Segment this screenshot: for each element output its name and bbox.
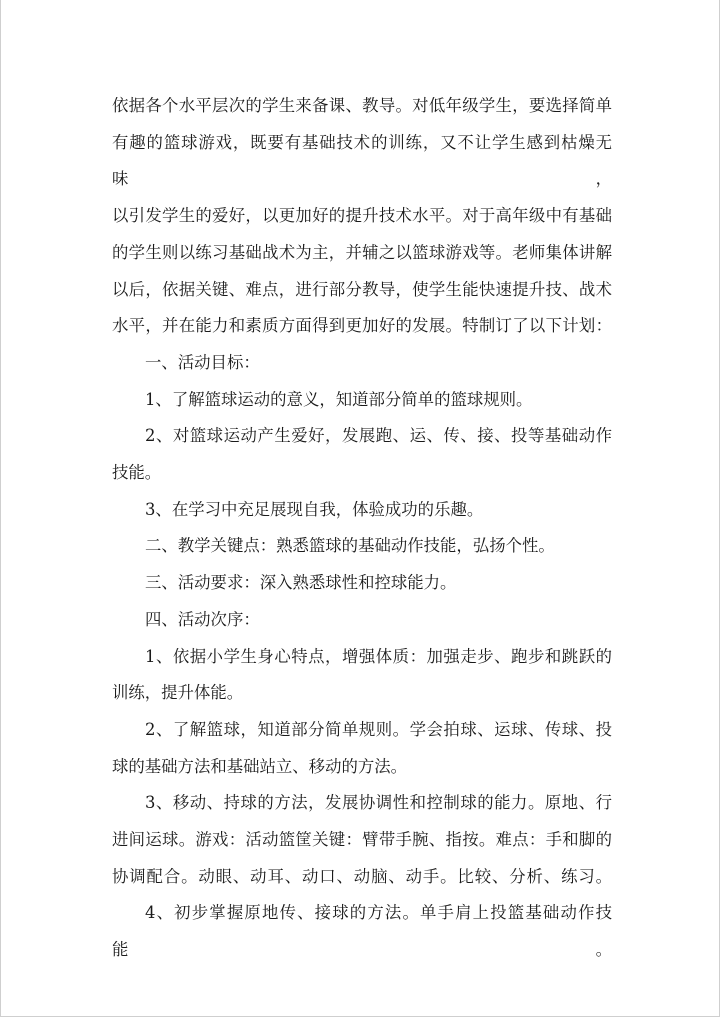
list-item: 2、了解篮球，知道部分简单规则。学会拍球、运球、传球、投 <box>145 719 612 739</box>
list-item-continuation: 训练，提升体能。 <box>112 683 244 703</box>
list-item: 4、初步掌握原地传、接球的方法。单手肩上投篮基础动作技能。 <box>112 903 612 960</box>
list-item: 3、移动、持球的方法，发展协调性和控制球的能力。原地、行 <box>145 793 612 813</box>
section-heading: 四、活动次序： <box>145 609 260 629</box>
list-item: 1、了解篮球运动的意义，知道部分简单的篮球规则。 <box>145 389 533 409</box>
section-heading: 一、活动目标： <box>145 352 260 372</box>
paragraph-line: 水平，并在能力和素质方面得到更加好的发展。特制订了以下计划： <box>112 316 612 336</box>
paragraph-line: 以引发学生的爱好，以更加好的提升技术水平。对于高年级中有基础 <box>112 206 612 226</box>
paragraph-line: 的学生则以练习基础战术为主，并辅之以篮球游戏等。老师集体讲解 <box>112 242 612 262</box>
list-item-continuation: 协调配合。动眼、动耳、动口、动脑、动手。比较、分析、练习。 <box>112 866 612 886</box>
list-item-continuation: 进间运球。游戏：活动篮筐关键：臂带手腕、指按。难点：手和脚的 <box>112 830 612 850</box>
list-item-continuation: 球的基础方法和基础站立、移动的方法。 <box>112 756 408 776</box>
list-item-continuation: 技能。 <box>112 463 162 483</box>
paragraph-line: 依据各个水平层次的学生来备课、教导。对低年级学生，要选择简单 <box>112 96 612 115</box>
list-item: 1、依据小学生身心特点，增强体质：加强走步、跑步和跳跃的 <box>145 646 612 666</box>
paragraph-line: 有趣的篮球游戏，既要有基础技术的训练，又不让学生感到枯燥无味， <box>112 132 612 189</box>
document-body <box>112 88 612 969</box>
list-item: 2、对篮球运动产生爱好，发展跑、运、传、接、投等基础动作 <box>145 426 612 446</box>
section-heading: 三、活动要求：深入熟悉球性和控球能力。 <box>145 573 457 593</box>
list-item: 3、在学习中充足展现自我，体验成功的乐趣。 <box>145 499 484 519</box>
paragraph-line: 以后，依据关键、难点，进行部分教导，使学生能快速提升技、战术 <box>112 279 612 299</box>
section-heading: 二、教学关键点：熟悉篮球的基础动作技能，弘扬个性。 <box>145 536 555 556</box>
